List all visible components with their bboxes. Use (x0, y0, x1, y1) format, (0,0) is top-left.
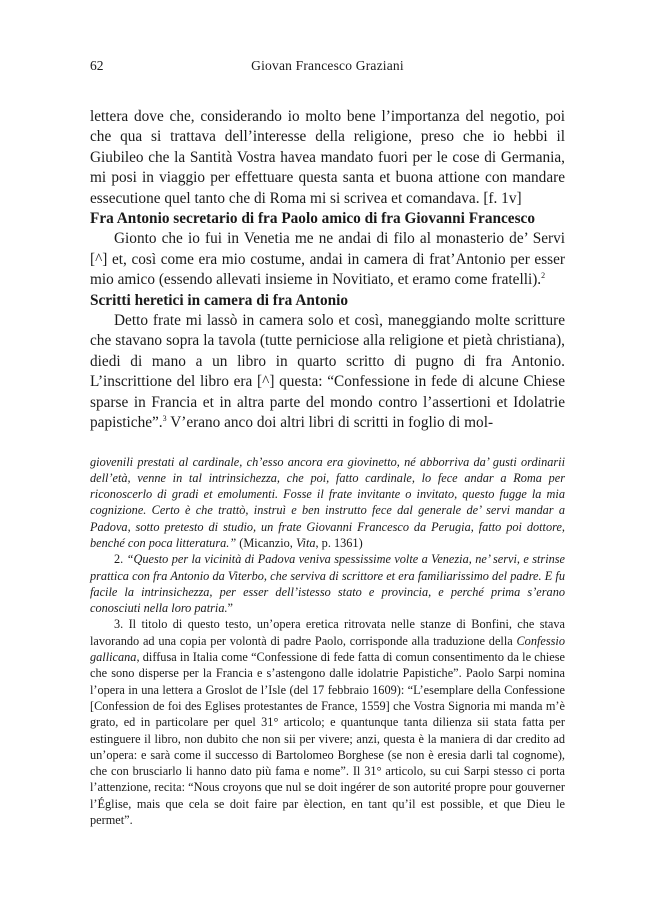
footnote-citation-title: Vita (295, 535, 316, 550)
footnote-quote: “Questo per la vicinità di Padova veniva spessissime volte a Venezia, ne’ servi, e strinse prattica con fra Antonio da Viterbo, che serviva di scrittore et era familiarissimo del padre. E fu facile la intrinsichezza, per esser dell’istesso stato e provincia, e perché prima s’erano conosciuti nella loro patria. (90, 552, 566, 616)
paragraph (90, 311, 565, 433)
footnote-citation: (Micanzio, (236, 535, 296, 550)
paragraph-text: Gionto che io fui in Venetia me ne andai di filo al monasterio de’ Servi [^] et, così come era mio costume, andai in camera di frat’Antonio per esser mio amico (essendo allevati insieme in Novitiato, et eramo come fratelli). (90, 230, 565, 289)
footnote-number: 2. (114, 552, 127, 567)
footnote-work-title: Confessio gallicana (90, 633, 565, 665)
section-heading: Fra Antonio secretario di fra Paolo amico di fra Giovanni Francesco (90, 210, 535, 228)
paragraph-text-tail: V’erano anco doi altri libri di scritti in foglio di mol- (166, 414, 494, 432)
footnote-ref[interactable]: 3 (162, 414, 167, 423)
page-number: 62 (90, 58, 104, 73)
paragraph (90, 229, 565, 290)
page-header (90, 58, 565, 80)
running-title: Giovan Francesco Graziani (251, 58, 404, 73)
footnote-text: 3. Il titolo di questo testo, un’opera eretica ritrovata nelle stanze di Bonfini, che stava lavorando ad una copia per volontà di padre Paolo, corrisponde alla traduzione della (90, 617, 565, 648)
footnote-2 (90, 551, 565, 616)
footnote-quote-end: ” (227, 601, 234, 616)
footnote-3 (90, 616, 565, 828)
page (90, 58, 565, 828)
section-heading: Scritti heretici in camera di fra Antonio (90, 291, 349, 309)
main-text (90, 107, 565, 434)
footnote-quote: giovenili prestati al cardinale, ch’esso ancora era giovinetto, né abborriva da’ gusti ordinarii dell’età, venne in tal intrinsichezza, che poi, fatto cardinale, lo fece andar a Roma per riconoscerlo di gradi et emolumenti. Fosse il frate invitante o invitato, questo fugge la mia cognizione. Certo è che trattò, instruì e ben instrutto fece dal generale de’ servi mandar a Padova, sotto pretesto di studio, un frate Giovanni Francesco da Perugia, fatto poi dottore, benché con poca litteratura.” (90, 454, 565, 550)
paragraph-continued: lettera dove che, considerando io molto bene l’importanza del negotio, poi che qua si trattava dell’interesse della religione, preso che io hebbi il Giubileo che la Santità Vostra havea mandato fuori per le cose di Germania, mi posi in viaggio per effettuare questa santa et buona attione con mandare essecutione quel tanto che di Roma mi si scrivea et comandava. [f. 1v] (90, 108, 565, 207)
footnotes (90, 454, 565, 829)
footnote-citation-page: , p. 1361) (315, 535, 363, 550)
footnote-ref[interactable]: 2 (541, 271, 546, 281)
paragraph-text: Detto frate mi lassò in camera solo et così, maneggiando molte scritture che stavano sopra la tavola (tutte perniciose alla religione et pietà christiana), diedi di mano a un libro in quarto scritto di pugno di fra Antonio. L’inscrittione del libro era [^] questa: “Confessione in fede di alcune Chiese sparse in Francia et in altra parte del mondo contro l’assertioni et Idolatrie papistiche”. (90, 312, 565, 432)
footnote-continued (90, 454, 565, 552)
footnote-text: , diffusa in Italia come “Confessione di fede fatta di comun consentimento da le chiese che sono disperse per la Francia e s’astengono dalle idolatrie Papistiche”. Paolo Sarpi nomina l’opera in una lettera a Groslot de l’Isle (del 17 febbraio 1609): “L’esemplare della Confessione [Confession de foi des Eglises protestantes de France, 1559] che Vostra Signoria mi manda m’è grato, ed in particolare per quel 31° articolo; e quantunque tanta dilienza sii stata fatta per estinguere il libro, non dubito che non sii per vivere; anzi, questa è la maniera di dar credito ad un’opera: e sarà come il successo di Bartolomeo Borghese (se non è eresia darli tal cognome), che con brusciarlo li hanno dato più fama e nome”. Il 31° articolo, su cui Sarpi stesso ci porta l’attenzione, recita: “Nous croyons que nul se doit ingérer de son autorité propre pour gouverner l’Église, mais que cela se doit faire par èlection, en tant qu’il est possible, et que Dieu le permet”. (90, 650, 565, 828)
